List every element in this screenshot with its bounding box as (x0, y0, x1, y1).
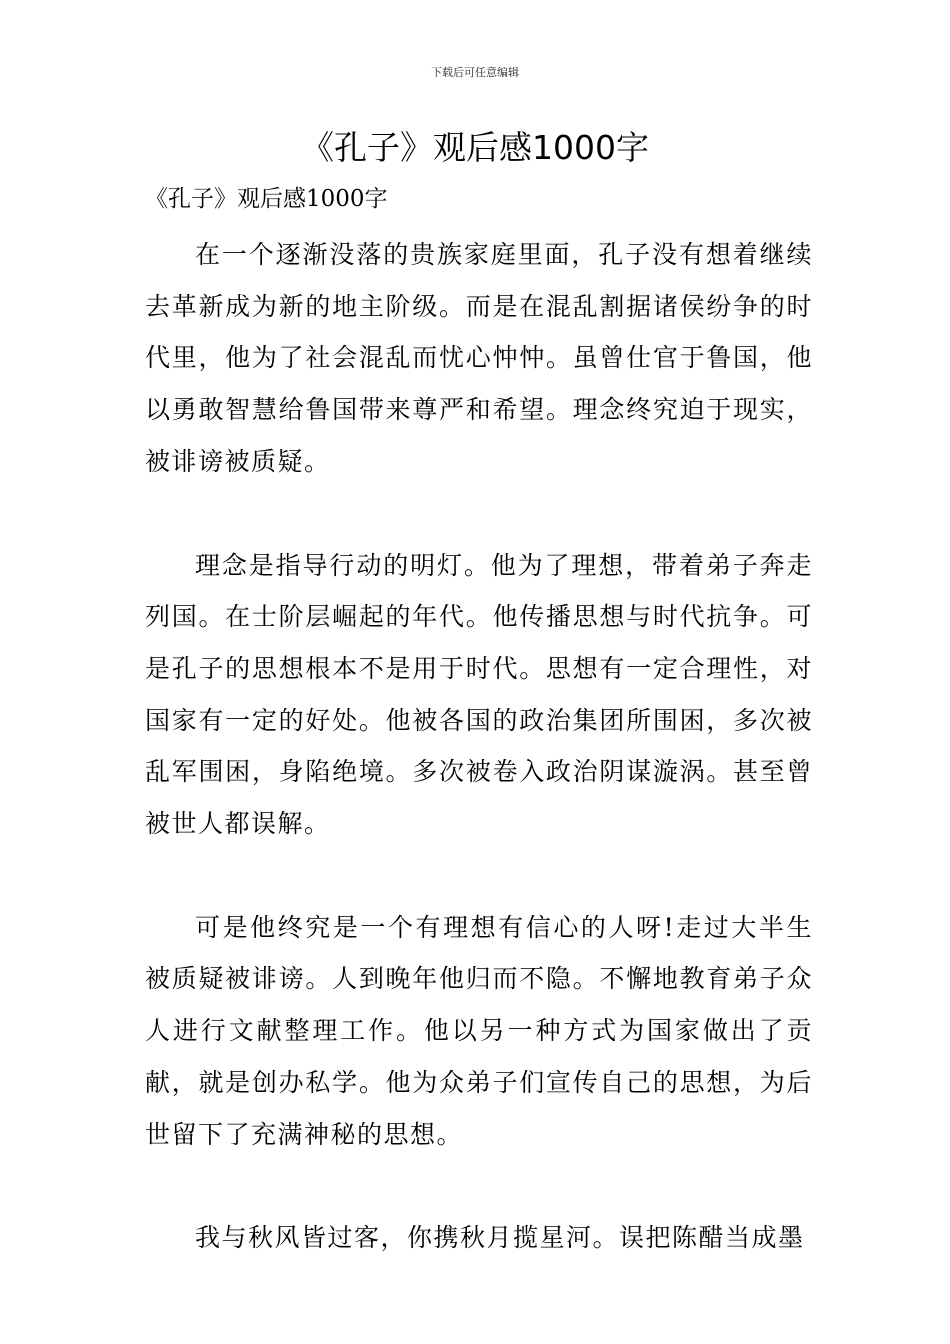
body-text (145, 229, 813, 1316)
paragraph: 在一个逐渐没落的贵族家庭里面，孔子没有想着继续去革新成为新的地主阶级。而是在混乱割据诸侯纷争的时代里，他为了社会混乱而忧心忡忡。虽曾仕官于鲁国，他以勇敢智慧给鲁国带来尊严和希望。理念终究迫于现实，被诽谤被质疑。 (145, 240, 813, 476)
document-title: 《孔子》观后感1000字 (301, 128, 649, 167)
document-subtitle: 《孔子》观后感1000字 (145, 186, 388, 212)
header-note: 下载后可任意编辑 (431, 66, 519, 79)
paragraph: 可是他终究是一个有理想有信心的人呀!走过大半生被质疑被诽谤。人到晚年他归而不隐。不懈地教育弟子众人进行文献整理工作。他以另一种方式为国家做出了贡献，就是创办私学。他为众弟子们宣传自己的思想，为后世留下了充满神秘的思想。 (145, 912, 813, 1149)
paragraph: 理念是指导行动的明灯。他为了理想，带着弟子奔走列国。在士阶层崛起的年代。他传播思想与时代抗争。可是孔子的思想根本不是用于时代。思想有一定合理性，对国家有一定的好处。他被各国的政治集团所围困，多次被乱军围困，身陷绝境。多次被卷入政治阴谋漩涡。甚至曾被世人都误解。 (145, 550, 813, 839)
paragraph: 我与秋风皆过客，你携秋月揽星河。误把陈醋当成墨 (195, 1223, 805, 1253)
